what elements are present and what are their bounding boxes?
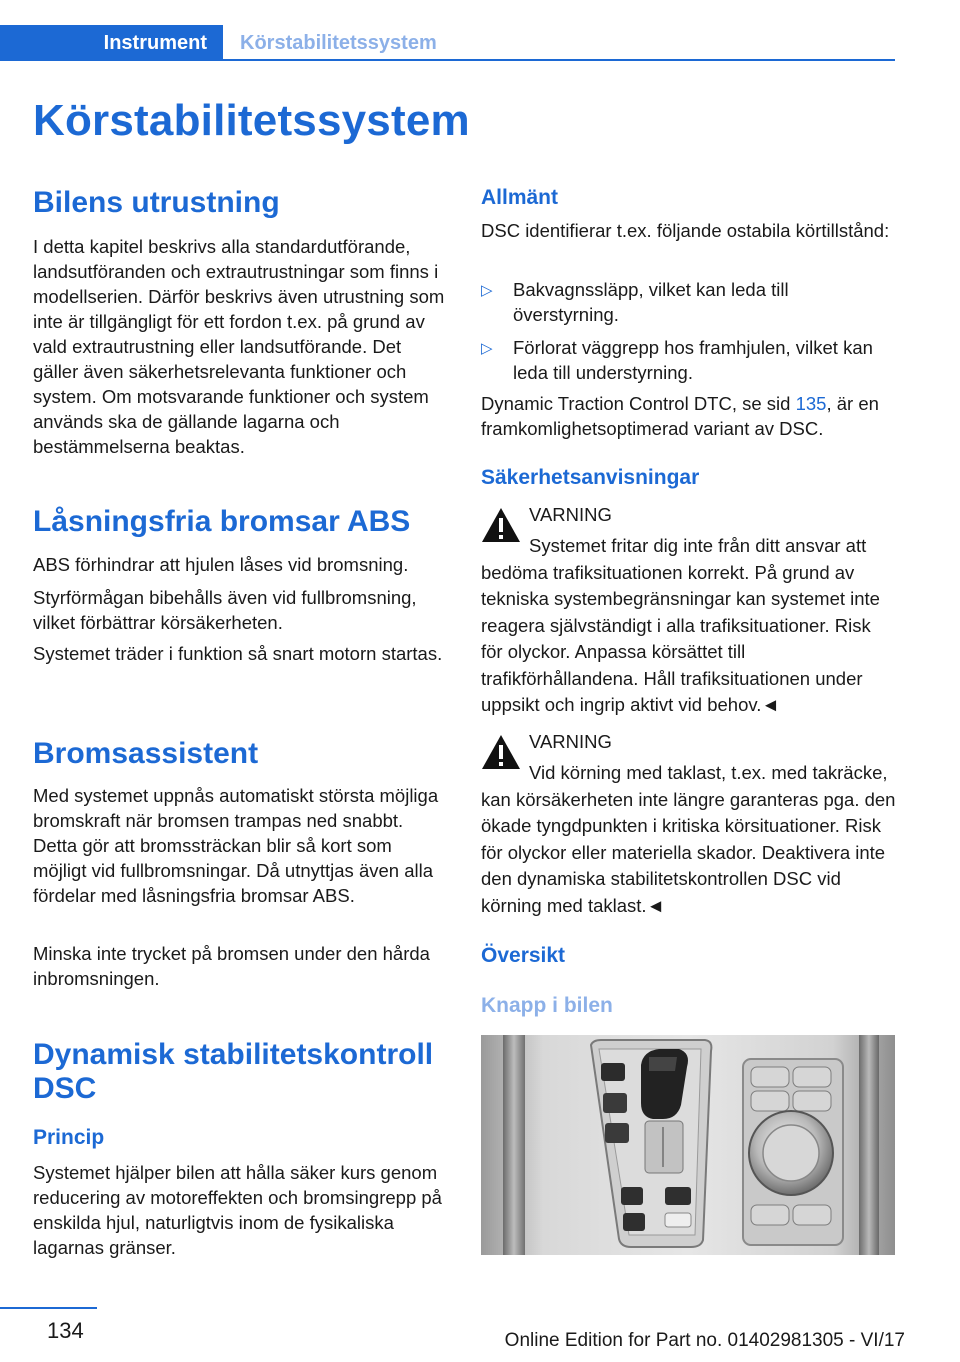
footer-rule: [0, 1307, 97, 1309]
dtc-text: Dynamic Traction Control DTC, se sid: [481, 393, 796, 414]
paragraph-bilens-utrustning: I detta kapitel beskrivs alla standardutförande, landsutföranden och extrautrustningar som finns i modellserien. Därför beskrivs även utrustning som inte är tillgängligt för ett fordon t.ex. på grund av vald extrautrustning eller landsutförande. Det gäller även säkerhetsrelevanta funktioner och system. Om motsvarande funktioner och system används ska de gällande lagarna och bestämmelserna beaktas.: [33, 236, 445, 457]
header-rule: [223, 59, 895, 61]
page-link-135[interactable]: 135: [795, 393, 827, 414]
list-item-text: Bakvagnssläpp, vilket kan leda till överstyrning.: [513, 279, 789, 325]
paragraph-abs-1: ABS förhindrar att hjulen låses vid bromsning.: [33, 554, 409, 575]
list-item: [481, 277, 896, 327]
header-bar: [0, 25, 895, 61]
heading-abs: Låsningsfria bromsar ABS: [33, 505, 411, 538]
page-number: 134: [47, 1318, 84, 1343]
triangle-bullet-icon: ▷: [481, 282, 493, 299]
paragraph-abs-3: Systemet träder i funktion så snart motorn startas.: [33, 643, 443, 664]
page-title: Körstabilitetssystem: [33, 96, 470, 145]
paragraph-bromsassistent-2: Minska inte trycket på bromsen under den hårda inbromsningen.: [33, 943, 430, 989]
warning-text-1: Systemet fritar dig inte från ditt ansvar att bedöma trafiksituationen korrekt. På grund av tekniska systembegränsningar kan systemet inte reagera självständigt i alla trafiksituationer. Risk för olyckor. Anpassa körsättet till trafikförhållandena. Håll trafiksituationen under uppsikt och ingrip aktivt vid behov.◄: [481, 535, 880, 715]
dtc-text-end: , är en framkomlighetsoptimerad variant av DSC.: [481, 393, 879, 439]
heading-bilens-utrustning: Bilens utrustning: [33, 186, 280, 219]
edition-note: Online Edition for Part no. 01402981305 - VI/17: [504, 1330, 905, 1351]
list-item-text: Förlorat väggrepp hos framhjulen, vilket kan leda till understyrning.: [513, 337, 873, 383]
section-tab-instrument: Instrument: [0, 25, 223, 61]
warning-text-2: Vid körning med taklast, t.ex. med takräcke, kan körsäkerheten inte längre garanteras pga. den ökade tyngdpunkten i kritiska körsituationer. Risk för olyckor eller materiella skador. Deaktivera inte den dynamiska stabilitetskontrollen DSC vid körning med taklast.◄: [481, 762, 896, 916]
subheading-allmant: Allmänt: [481, 186, 559, 209]
subheading-knapp-i-bilen: Knapp i bilen: [481, 994, 613, 1017]
paragraph-allmant: DSC identifierar t.ex. följande ostabila körtillstånd:: [481, 220, 890, 241]
heading-bromsassistent: Bromsassistent: [33, 737, 259, 770]
instability-list: [481, 277, 896, 385]
center-console-photo: [481, 1035, 895, 1255]
paragraph-princip: Systemet hjälper bilen att hålla säker kurs genom reducering av motoreffekten och bromsingrepp på enskilda hjul, naturligtvis inom de fysikaliska lagarnas gränser.: [33, 1162, 442, 1258]
subheading-sakerhetsanvisningar: Säkerhetsanvisningar: [481, 466, 700, 489]
triangle-bullet-icon: ▷: [481, 340, 493, 357]
list-item: [481, 335, 896, 385]
warning-label-1: VARNING: [529, 504, 612, 525]
paragraph-abs-2: Styrförmågan bibehålls även vid fullbromsning, vilket förbättrar körsäkerheten.: [33, 587, 417, 633]
subheading-oversikt: Översikt: [481, 944, 566, 967]
console-illustration: [481, 1035, 895, 1255]
paragraph-dtc: [481, 391, 896, 441]
subheading-princip: Princip: [33, 1126, 105, 1149]
heading-dsc: Dynamisk stabilitetskontroll DSC: [33, 1038, 434, 1105]
warning-label-2: VARNING: [529, 731, 612, 752]
paragraph-bromsassistent-1: Med systemet uppnås automatiskt största möjliga bromskraft när bromsen trampas ned snabbt. Detta gör att bromssträckan blir så kort som möjligt vid fullbromsningar. Då utnyttjas även alla fördelar med låsningsfria bromsar ABS.: [33, 785, 439, 906]
section-tab-korstabilitetssystem: Körstabilitetssystem: [240, 32, 437, 54]
